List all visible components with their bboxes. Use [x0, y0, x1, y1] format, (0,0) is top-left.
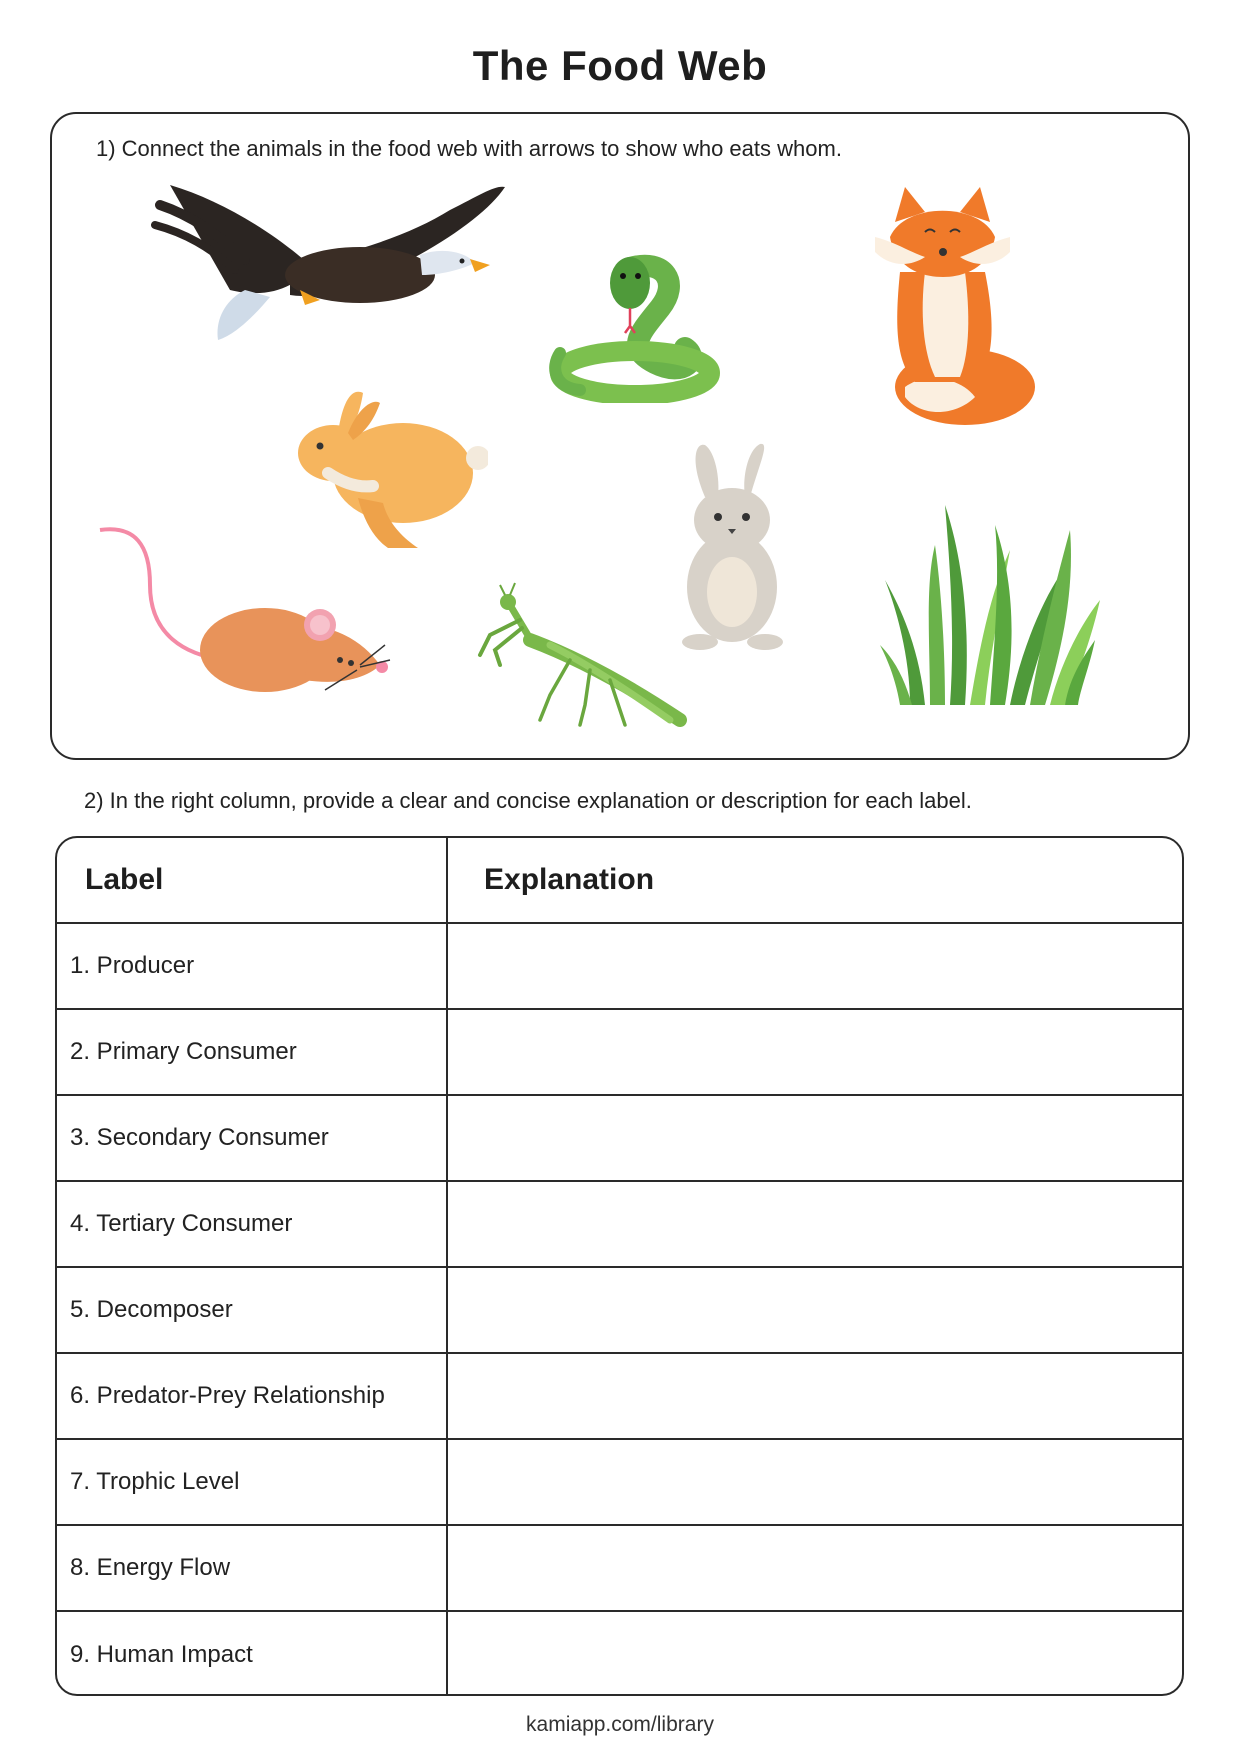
row-label: 2. Primary Consumer	[57, 1009, 447, 1095]
explanation-cell[interactable]	[447, 1009, 1182, 1095]
row-label: 1. Producer	[57, 923, 447, 1009]
snake-image[interactable]	[535, 238, 720, 403]
explanation-cell[interactable]	[447, 1267, 1182, 1353]
table-row	[57, 1611, 1182, 1696]
praying-mantis-image[interactable]	[470, 580, 690, 730]
mouse-image[interactable]	[95, 525, 395, 695]
table-row	[57, 1525, 1182, 1611]
table-row	[57, 1267, 1182, 1353]
table-row	[57, 1181, 1182, 1267]
table-row	[57, 1439, 1182, 1525]
footer-url[interactable]: kamiapp.com/library	[526, 1713, 714, 1736]
explanation-column-header: Explanation	[447, 838, 1182, 923]
row-label: 3. Secondary Consumer	[57, 1095, 447, 1181]
question-2-instruction: 2) In the right column, provide a clear and concise explanation or description for each label.	[84, 788, 972, 813]
grass-image[interactable]	[880, 505, 1105, 710]
table-row	[57, 1009, 1182, 1095]
row-label: 5. Decomposer	[57, 1267, 447, 1353]
table-header-row	[57, 838, 1182, 923]
row-label: 9. Human Impact	[57, 1611, 447, 1696]
label-explanation-table	[55, 836, 1184, 1696]
question-1-instruction: 1) Connect the animals in the food web with arrows to show who eats whom.	[96, 136, 842, 161]
eagle-image[interactable]	[150, 175, 510, 350]
row-label: 8. Energy Flow	[57, 1525, 447, 1611]
explanation-cell[interactable]	[447, 1439, 1182, 1525]
row-label: 4. Tertiary Consumer	[57, 1181, 447, 1267]
explanation-cell[interactable]	[447, 1353, 1182, 1439]
explanation-cell[interactable]	[447, 1095, 1182, 1181]
explanation-cell[interactable]	[447, 923, 1182, 1009]
table-row	[57, 1095, 1182, 1181]
table-row	[57, 923, 1182, 1009]
label-column-header: Label	[57, 838, 447, 923]
explanation-cell[interactable]	[447, 1181, 1182, 1267]
explanation-cell[interactable]	[447, 1525, 1182, 1611]
row-label: 6. Predator-Prey Relationship	[57, 1353, 447, 1439]
row-label: 7. Trophic Level	[57, 1439, 447, 1525]
fox-image[interactable]	[865, 182, 1035, 432]
table-row	[57, 1353, 1182, 1439]
page-title: The Food Web	[472, 42, 768, 89]
explanation-cell[interactable]	[447, 1611, 1182, 1696]
